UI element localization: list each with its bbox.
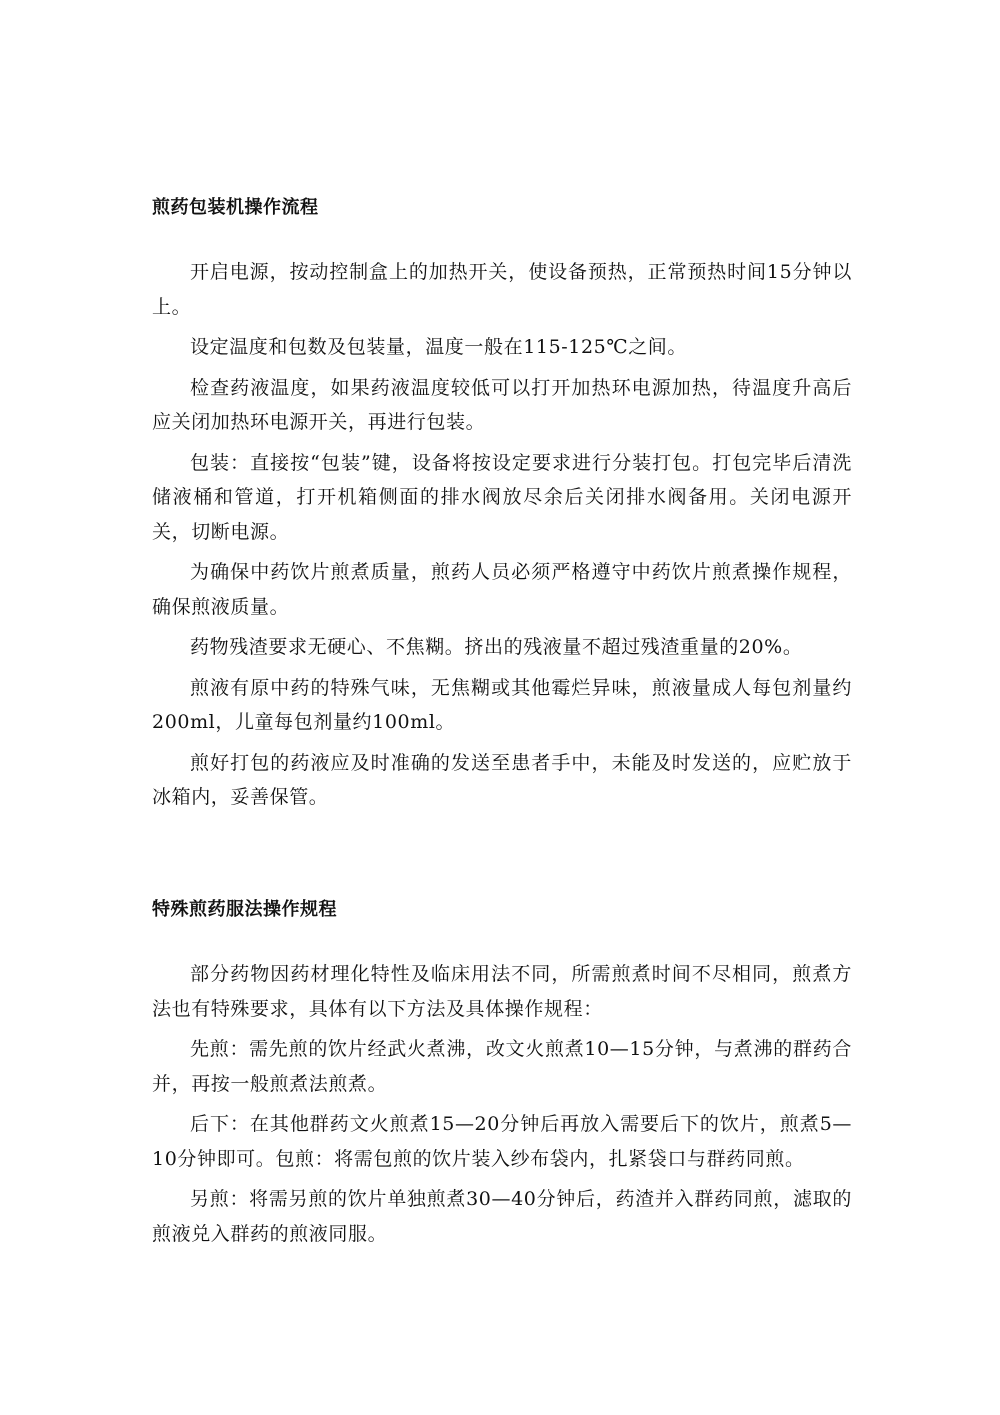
section-heading: 煎药包装机操作流程 xyxy=(152,197,319,218)
paragraph: 药物残渣要求无硬心、不焦糊。挤出的残液量不超过残渣重量的20%。 xyxy=(190,636,803,658)
paragraph: 煎好打包的药液应及时准确的发送至患者手中，未能及时发送的，应贮放于冰箱内，妥善保管。 xyxy=(152,751,852,808)
paragraph: 部分药物因药材理化特性及临床用法不同，所需煎煮时间不尽相同，煎煮方法也有特殊要求，具体有以下方法及具体操作规程： xyxy=(152,963,852,1020)
paragraph: 后下：在其他群药文火煎煮15—20分钟后再放入需要后下的饮片，煎煮5—10分钟即可。包煎：将需包煎的饮片装入纱布袋内，扎紧袋口与群药同煎。 xyxy=(152,1113,852,1170)
section-special-decoction-procedures xyxy=(152,897,852,1257)
paragraph: 开启电源，按动控制盒上的加热开关，使设备预热，正常预热时间15分钟以上。 xyxy=(152,261,852,318)
section-decoction-packing-machine xyxy=(152,195,852,821)
section-heading: 特殊煎药服法操作规程 xyxy=(152,899,337,920)
paragraph: 设定温度和包数及包装量，温度一般在115-125℃之间。 xyxy=(190,336,688,358)
paragraph: 煎液有原中药的特殊气味，无焦糊或其他霉烂异味，煎液量成人每包剂量约200ml，儿童每包剂量约100ml。 xyxy=(152,676,852,733)
section-body xyxy=(152,255,852,815)
paragraph: 包装：直接按“包装”键，设备将按设定要求进行分装打包。打包完毕后清洗储液桶和管道，打开机箱侧面的排水阀放尽余后关闭排水阀备用。关闭电源开关，切断电源。 xyxy=(152,451,852,543)
section-body xyxy=(152,957,852,1251)
paragraph: 检查药液温度，如果药液温度较低可以打开加热环电源加热，待温度升高后应关闭加热环电源开关，再进行包装。 xyxy=(152,376,852,433)
paragraph: 先煎：需先煎的饮片经武火煮沸，改文火煎煮10—15分钟，与煮沸的群药合并，再按一般煎煮法煎煮。 xyxy=(152,1038,852,1095)
paragraph: 为确保中药饮片煎煮质量，煎药人员必须严格遵守中药饮片煎煮操作规程，确保煎液质量。 xyxy=(152,561,852,618)
paragraph: 另煎：将需另煎的饮片单独煎煮30—40分钟后，药渣并入群药同煎，滤取的煎液兑入群药的煎液同服。 xyxy=(152,1188,852,1245)
